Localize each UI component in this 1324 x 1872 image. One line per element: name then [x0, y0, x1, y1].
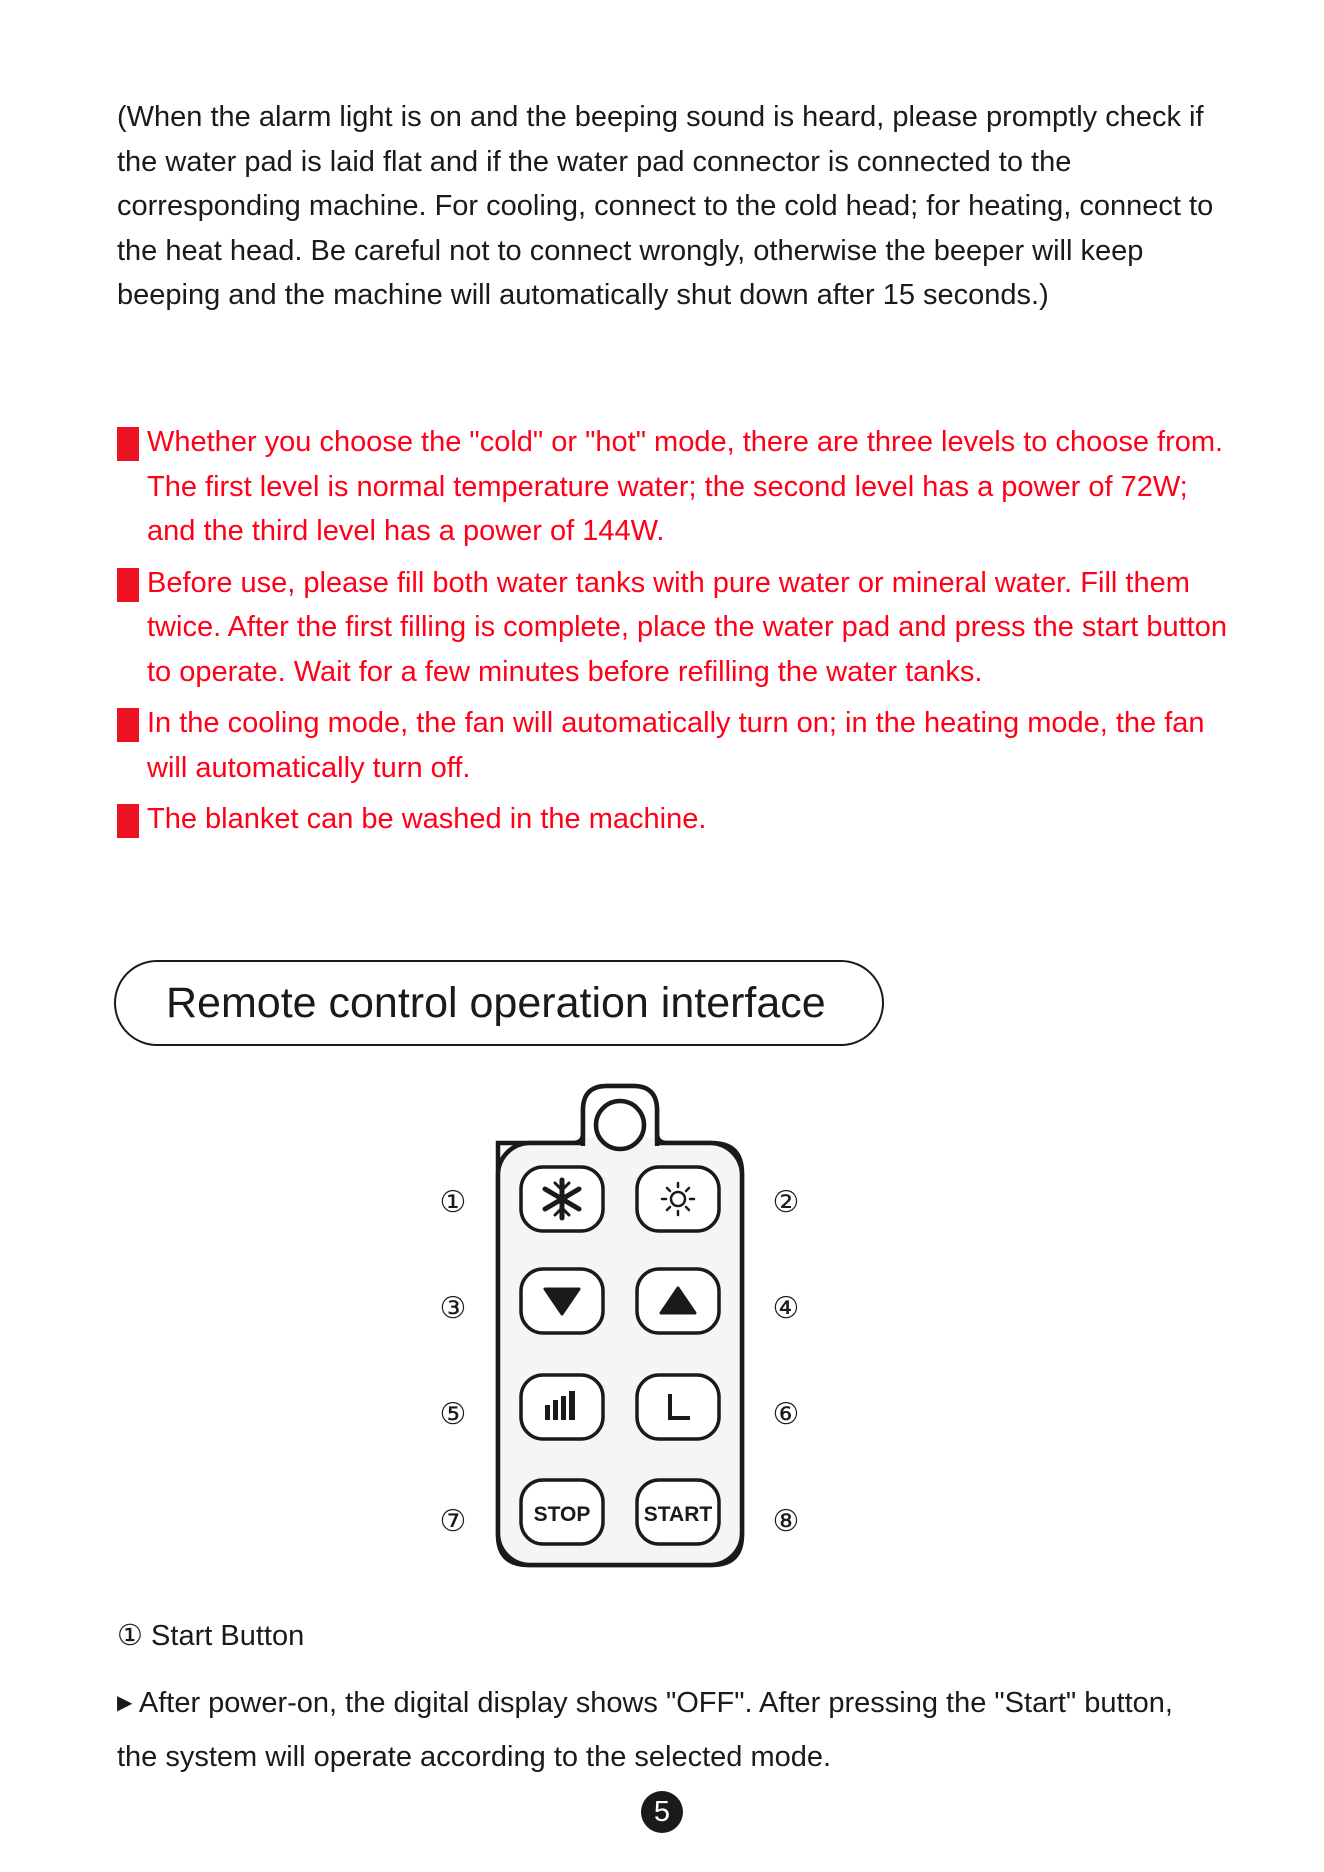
bullet-arrow-icon: ▶ — [117, 1692, 133, 1714]
callout-8: ⑧ — [772, 1504, 800, 1539]
callout-7: ⑦ — [439, 1504, 467, 1539]
timer-button[interactable] — [637, 1375, 719, 1439]
start-label: START — [643, 1503, 713, 1526]
callout-5: ⑤ — [439, 1397, 467, 1432]
page-number-text: 5 — [653, 1795, 671, 1828]
note-text: In the cooling mode, the fan will automatically turn on; in the heating mode, the fan will automatically turn off. — [147, 707, 1205, 784]
callout-1: ① — [439, 1185, 467, 1220]
intro-paragraph: (When the alarm light is on and the beeping sound is heard, please promptly check if the water pad is laid flat and if the water pad connector is connected to the corresponding machine. For cooling, connect to the cold head; for heating, connect to the heat head. Be careful not to connect wrongly, otherwise the beeper will keep beeping and the machine will automatically shut down after 15 seconds.) — [117, 101, 1214, 311]
stop-label: STOP — [533, 1503, 591, 1526]
button-caption: ① Start Button — [117, 1620, 305, 1652]
callout-3: ③ — [439, 1291, 467, 1326]
lanyard-hole-icon — [596, 1101, 644, 1149]
note-text: The blanket can be washed in the machine. — [147, 803, 707, 835]
callout-2: ② — [772, 1185, 800, 1220]
button-description — [117, 1676, 1217, 1784]
note-text: Before use, please fill both water tanks with pure water or mineral water. Fill them twice. After the first filling is complete, place the water pad and press the start button to operate. Wait for a few minutes before refilling the water tanks. — [147, 566, 1227, 688]
callout-6: ⑥ — [772, 1397, 800, 1432]
heat-mode-button[interactable] — [637, 1167, 719, 1231]
note-text: Whether you choose the "cold" or "hot" mode, there are three levels to choose from. The first level is normal temperature water; the second level has a power of 72W; and the third level has a power of 144W. — [147, 426, 1224, 547]
description-text: After power-on, the digital display shows "OFF". After pressing the "Start" button, the system will operate according to the selected mode. — [117, 1687, 1173, 1773]
section-title-text: Remote control operation interface — [166, 978, 826, 1027]
page-number — [641, 1791, 683, 1833]
callout-4: ④ — [772, 1291, 800, 1326]
